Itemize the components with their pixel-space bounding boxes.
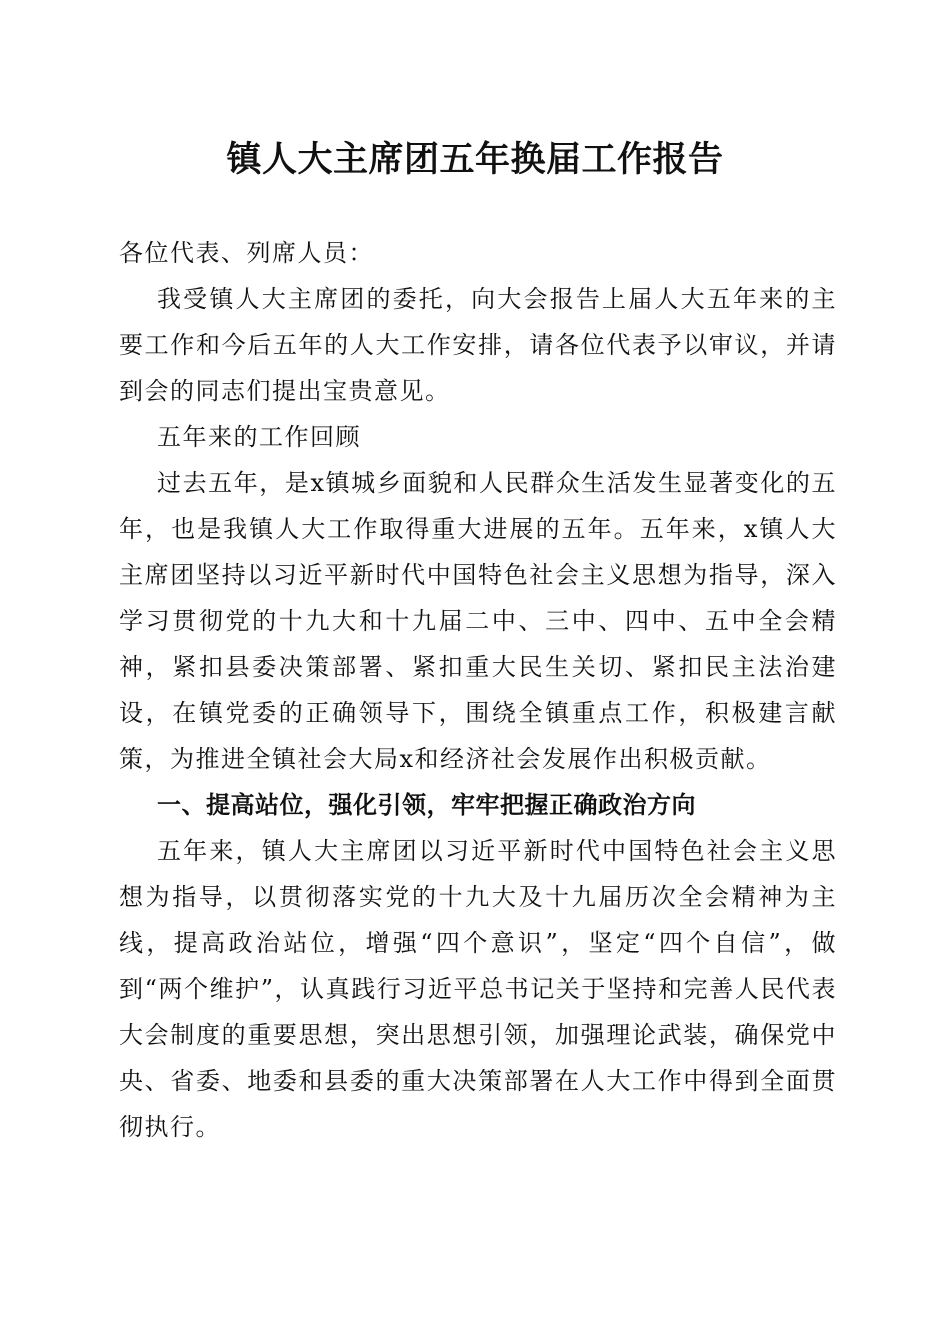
section-heading: 一、提高站位，强化引领，牢牢把握正确政治方向 [157,791,696,819]
intro-paragraph: 我受镇人大主席团的委托，向大会报告上届人大五年来的主要工作和今后五年的人大工作安排，请各位代表予以审议，并请到会的同志们提出宝贵意见。 [119,285,837,405]
salutation: 各位代表、列席人员： [119,239,374,267]
document-body [119,230,837,1150]
section-paragraph: 五年来，镇人大主席团以习近平新时代中国特色社会主义思想为指导，以贯彻落实党的十九大及十九届历次全会精神为主线，提高政治站位，增强“四个意识”，坚定“四个自信”，做到“两个维护”，认真践行习近平总书记关于坚持和完善人民代表大会制度的重要思想，突出思想引领，加强理论武装，确保党中央、省委、地委和县委的重大决策部署在人大工作中得到全面贯彻执行。 [119,837,837,1141]
document-title: 镇人大主席团五年换届工作报告 [226,139,724,180]
review-subtitle: 五年来的工作回顾 [157,423,361,451]
review-paragraph: 过去五年，是x镇城乡面貌和人民群众生活发生显著变化的五年，也是我镇人大工作取得重大进展的五年。五年来，x镇人大主席团坚持以习近平新时代中国特色社会主义思想为指导，深入学习贯彻党的十九大和十九届二中、三中、四中、五中全会精神，紧扣县委决策部署、紧扣重大民生关切、紧扣民主法治建设，在镇党委的正确领导下，围绕全镇重点工作，积极建言献策，为推进全镇社会大局x和经济社会发展作出积极贡献。 [119,469,837,773]
